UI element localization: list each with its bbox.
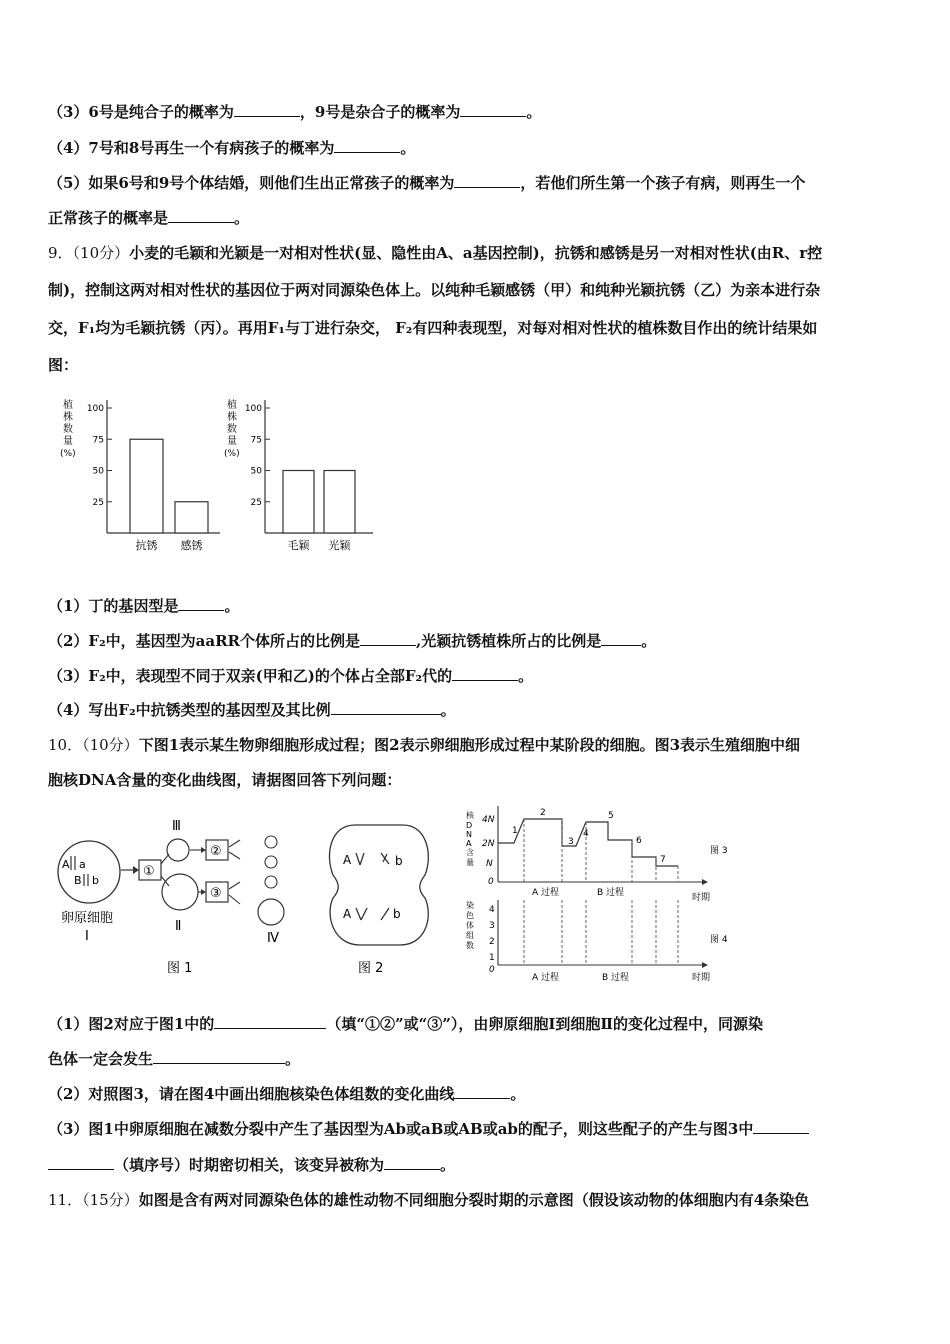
answer-blank[interactable] [454, 173, 520, 188]
fig3-ylabel-2: D [466, 821, 473, 830]
chart1-ylabel-5: (%) [60, 449, 76, 459]
q8-sub3: （3）6号是纯合子的概率为 ，9号是杂合子的概率为 。 [48, 103, 542, 121]
answer-blank[interactable] [452, 666, 518, 681]
answer-blank[interactable] [454, 1084, 510, 1099]
answer-blank[interactable] [384, 1155, 440, 1170]
fig4-label: 图 4 [710, 935, 728, 945]
q10-line1: 10．（10分）下图1表示某生物卵细胞形成过程；图2表示卵细胞形成过程中某阶段的细胞。图3表示生殖细胞中细 [48, 736, 801, 754]
q10-sub2: （2）对照图3，请在图4中画出细胞核染色体组数的变化曲线 。 [48, 1085, 526, 1103]
chart-1 [60, 398, 220, 552]
bar-光颖 [324, 471, 355, 534]
stage-7: 7 [660, 855, 666, 865]
gene-A: A [343, 853, 352, 867]
fig4-ylabel-3: 体 [466, 921, 474, 930]
q9-bar-charts [55, 388, 385, 558]
chart1-ylabel-1: 植 [63, 400, 73, 411]
y-tick-label: 75 [92, 435, 104, 446]
category-label: 抗锈 [135, 539, 158, 552]
fig4-A-process: A 过程 [532, 973, 560, 983]
fig4-tick-2: 2 [489, 937, 495, 947]
q10-sub3: （3）图1中卵原细胞在减数分裂中产生了基因型为Ab或aB或AB或ab的配子，则这些配子的产生与图3中 [48, 1119, 809, 1139]
q9-line1: 9．（10分）小麦的毛颖和光颖是一对相对性状(显、隐性由A、a基因控制)，抗锈和感锈是另一对相对性状(由R、r控 [48, 244, 823, 262]
q10-sub3-cont: （填序号）时期密切相关，该变异被称为 。 [48, 1155, 455, 1175]
chromosome [360, 853, 364, 865]
q9-sub3: （3）F₂中，表现型不同于双亲(甲和乙)的个体占全部F₂代的 。 [48, 667, 534, 685]
answer-blank[interactable] [48, 1155, 114, 1170]
answer-blank[interactable] [460, 102, 526, 117]
roman-I: Ⅰ [85, 929, 89, 944]
chart2-ylabel-4: 量 [227, 436, 237, 447]
q9-sub1: （1）丁的基因型是 。 [48, 597, 240, 615]
figure-2-caption: 图 2 [358, 961, 384, 976]
egg-cell-IV [258, 899, 284, 925]
fig3-ylabel-6: 量 [466, 858, 474, 867]
polar-body [265, 836, 277, 848]
fig4-xaxis-arrow [702, 962, 708, 968]
q9-line3: 交，F₁均为毛颖抗锈（丙）。再用F₁与丁进行杂交， F₂有四种表现型，对每对相对性状的植株数目作出的统计结果如 [48, 319, 818, 337]
fig3-ylabel-5: 含 [466, 848, 474, 857]
chart2-ylabel-3: 数 [227, 424, 237, 435]
q8-sub5-cont: 正常孩子的概率是 。 [48, 209, 250, 227]
arrow [229, 840, 240, 847]
step-2: ② [210, 844, 222, 859]
fig4-tick-3: 3 [489, 921, 495, 931]
chromosome [356, 908, 361, 920]
answer-blank[interactable] [168, 208, 234, 223]
q9-sub2: （2）F₂中，基因型为aaRR个体所占的比例是 ,光颖抗锈植株所占的比例是 。 [48, 632, 657, 650]
fig4-tick-0: 0 [489, 965, 495, 975]
fig4-ylabel-4: 组 [466, 931, 474, 940]
gene-b: b [393, 907, 401, 921]
arrow-head [133, 866, 139, 874]
fig4-ylabel-5: 数 [466, 941, 474, 950]
arrow [229, 895, 240, 904]
stage-3: 3 [568, 837, 574, 847]
q9-line2: 制)，控制这两对相对性状的基因位于两对同源染色体上。以纯种毛颖感锈（甲）和纯种光颖抗锈（乙）为亲本进行杂 [48, 281, 821, 299]
answer-blank[interactable] [214, 1014, 326, 1029]
chart2-ylabel-2: 株 [227, 412, 237, 423]
q8-sub4: （4）7号和8号再生一个有病孩子的概率为 。 [48, 139, 416, 157]
y-tick-label: 100 [244, 404, 262, 414]
y-tick-label: 50 [250, 466, 262, 477]
answer-blank[interactable] [360, 631, 416, 646]
y-tick-label: 100 [86, 404, 104, 414]
stage-5: 5 [608, 811, 614, 821]
chart2-ylabel-1: 植 [227, 400, 237, 411]
q8-sub5: （5）如果6号和9号个体结婚，则他们生出正常孩子的概率为 ，若他们所生第一个孩子有病，则再生一个 [48, 174, 806, 192]
category-label: 毛颖 [287, 539, 310, 552]
answer-blank[interactable] [234, 102, 300, 117]
polar-body [265, 876, 277, 888]
fig3-ylabel-4: A [466, 839, 472, 848]
gene-a: a [79, 858, 86, 871]
polar-body-III [167, 839, 189, 861]
category-label: 光颖 [328, 539, 351, 552]
q10-line2: 胞核DNA含量的变化曲线图，请据图回答下列问题： [48, 771, 402, 789]
fig3-xaxis-arrow [702, 879, 708, 885]
q10-sub1: （1）图2对应于图1中的 （填“①②”或“③”），由卵原细胞Ⅰ到细胞Ⅱ的变化过程中，同源染 [48, 1015, 763, 1033]
arrow [229, 852, 240, 859]
fig3-tick-4N: 4N [482, 815, 495, 825]
q9-sub4: （4）写出F₂中抗锈类型的基因型及其比例 。 [48, 701, 456, 719]
fig3-label: 图 3 [710, 846, 728, 856]
fig4-xlabel: 时期 [692, 973, 711, 983]
roman-IV: Ⅳ [267, 931, 279, 946]
stage-2: 2 [540, 808, 546, 818]
figure-3-4 [462, 800, 752, 984]
chart1-ylabel-2: 株 [63, 412, 73, 423]
arrow-head [201, 889, 206, 895]
figure-1 [55, 812, 300, 982]
y-tick-label: 25 [250, 497, 262, 508]
chart2-ylabel-5: (%) [224, 449, 240, 459]
gene-A: A [62, 858, 70, 871]
answer-blank[interactable] [178, 596, 224, 611]
chart-2 [224, 398, 373, 552]
fig4-tick-1: 1 [489, 953, 495, 963]
fig4-ylabel-1: 染 [466, 901, 474, 910]
gene-A: A [343, 907, 352, 921]
bar-毛颖 [283, 471, 314, 534]
oogonium-cell [58, 841, 120, 903]
fig4-tick-4: 4 [489, 905, 495, 915]
bar-感锈 [175, 502, 208, 533]
fig4-ylabel-2: 色 [466, 911, 474, 920]
q10-sub1-cont: 色体一定会发生 。 [48, 1050, 301, 1068]
fig4-B-process: B 过程 [602, 973, 630, 983]
arrow [229, 882, 240, 889]
answer-blank[interactable] [753, 1119, 809, 1134]
chart1-ylabel-3: 数 [63, 424, 73, 435]
figure-2 [325, 820, 435, 980]
gene-b: b [395, 854, 403, 868]
roman-III: Ⅲ [172, 819, 181, 834]
arrow-head [201, 847, 206, 853]
chromosome [381, 908, 389, 920]
bar-抗锈 [130, 439, 163, 533]
oogonium-label: 卵原细胞 [61, 911, 114, 926]
roman-II: Ⅱ [175, 919, 182, 934]
fig3-ylabel-3: N [466, 830, 472, 839]
fig3-A-process: A 过程 [532, 888, 560, 898]
step-3: ③ [210, 886, 222, 901]
fig3-B-process: B 过程 [597, 888, 625, 898]
q9-line4: 图： [48, 356, 79, 374]
stage-4: 4 [583, 829, 589, 839]
stage-1: 1 [512, 826, 518, 836]
step-1: ① [143, 864, 155, 879]
stage-6: 6 [636, 836, 642, 846]
q11-line1: 11．（15分）如图是含有两对同源染色体的雄性动物不同细胞分裂时期的示意图（假设该动物的体细胞内有4条染色 [48, 1191, 810, 1209]
figure-1-caption: 图 1 [167, 961, 193, 976]
answer-blank[interactable] [331, 700, 441, 715]
cell-II [162, 874, 198, 910]
y-tick-label: 50 [92, 466, 104, 477]
chromosome [361, 908, 367, 920]
fig3-tick-0: 0 [488, 877, 494, 887]
chromosome [356, 853, 360, 865]
category-label: 感锈 [180, 539, 203, 552]
answer-blank[interactable] [153, 1049, 285, 1064]
dividing-cell [329, 825, 428, 945]
polar-body [265, 856, 277, 868]
arrow [161, 876, 169, 886]
y-tick-label: 75 [250, 435, 262, 446]
chart1-ylabel-4: 量 [63, 436, 73, 447]
fig3-tick-2N: 2N [482, 839, 495, 849]
gene-B: B [74, 874, 82, 887]
y-tick-label: 25 [92, 497, 104, 508]
fig3-ylabel-1: 核 [466, 811, 474, 820]
fig3-xlabel: 时期 [692, 893, 711, 903]
gene-b: b [92, 874, 99, 887]
answer-blank[interactable] [601, 631, 641, 646]
answer-blank[interactable] [334, 138, 400, 153]
dna-curve [498, 819, 678, 866]
fig3-tick-N: N [486, 859, 493, 869]
